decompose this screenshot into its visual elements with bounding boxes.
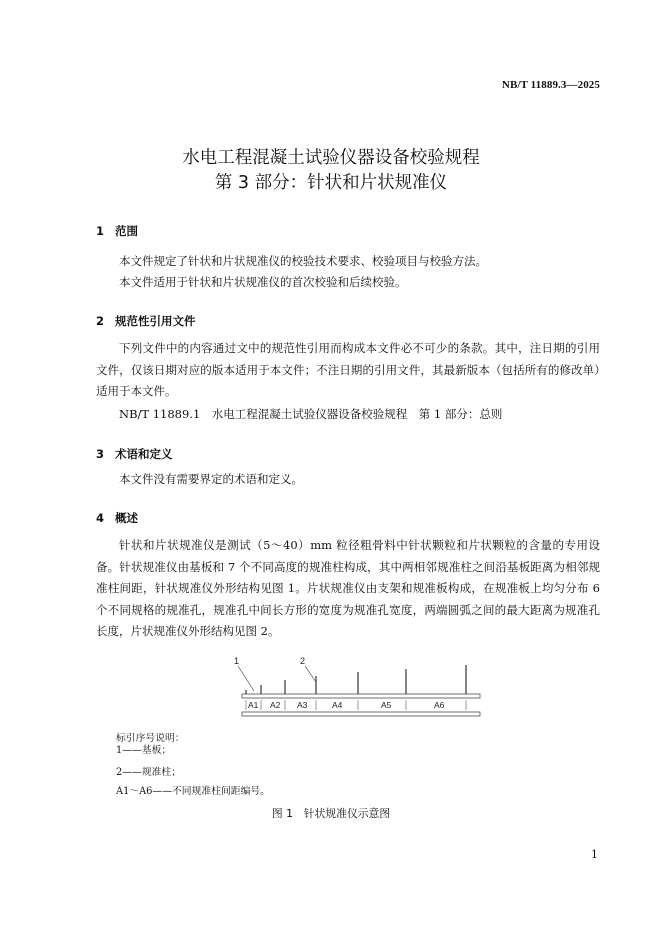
paragraph: 下列文件中的内容通过文中的规范性引用而构成本文件必不可少的条款。其中，注日期的引用文件，仅该日期对应的版本适用于本文件；不注日期的引用文件，其最新版本（包括所有的修改单）适用于本文件。 bbox=[96, 341, 600, 398]
spacing-label: A2 bbox=[270, 700, 281, 710]
figure-caption: 图 1 针状规准仪示意图 bbox=[271, 807, 391, 820]
section-3-heading bbox=[96, 446, 173, 462]
section-title: 术语和定义 bbox=[115, 447, 173, 461]
base-plate-side bbox=[242, 712, 480, 716]
spacing-label: A4 bbox=[332, 700, 343, 710]
gauge-posts bbox=[246, 665, 466, 698]
callout-leader bbox=[305, 666, 316, 682]
needle-gauge-diagram bbox=[228, 652, 490, 722]
paragraph: 本文件规定了针状和片状规准仪的校验技术要求、校验项目与校验方法。 bbox=[119, 254, 487, 268]
spacing-label: A5 bbox=[381, 700, 392, 710]
paragraph: 本文件没有需要界定的术语和定义。 bbox=[119, 472, 303, 486]
spacing-label: A1 bbox=[248, 700, 259, 710]
spacing-label: A3 bbox=[297, 700, 308, 710]
callout-label: 2 bbox=[300, 656, 306, 666]
figure-legend-item: A1～A6——不同规准柱间距编号。 bbox=[116, 786, 270, 797]
callout-label: 1 bbox=[234, 656, 240, 666]
document-title-line1: 水电工程混凝土试验仪器设备校验规程 bbox=[182, 148, 480, 168]
spacing-labels bbox=[248, 700, 445, 710]
figure-legend-title: 标引序号说明： bbox=[116, 733, 185, 744]
callout-leader bbox=[238, 666, 254, 691]
section-title: 范围 bbox=[115, 224, 138, 238]
section-number: 2 bbox=[96, 314, 105, 328]
base-plate bbox=[242, 694, 480, 698]
reference-entry: NB/T 11889.1 水电工程混凝土试验仪器设备校验规程 第 1 部分：总则 bbox=[119, 407, 503, 421]
paragraph: 本文件适用于针状和片状规准仪的首次校验和后续校验。 bbox=[119, 275, 407, 289]
section-number: 3 bbox=[96, 447, 105, 461]
section-number: 1 bbox=[96, 224, 105, 238]
section-title: 概述 bbox=[115, 511, 138, 525]
paragraph: 针状和片状规准仪是测试（5～40）mm 粒径粗骨料中针状颗粒和片状颗粒的含量的专用设备。针状规准仪由基板和 7 个不同高度的规准柱构成，其中两相邻规准柱之间沿基板距离为相邻规准柱间距，针状规准仪外形结构见图 1。片状规准仪由支架和规准板构成，在规准板上均匀分布 6 个不同规格的规准孔，规准孔中间长方形的宽度为规准孔宽度，两端圆弧之间的最大距离为规准孔长度，片状规准仪外形结构见图 2。 bbox=[96, 538, 600, 638]
section-number: 4 bbox=[96, 511, 105, 525]
page-number: 1 bbox=[591, 848, 598, 861]
section-title: 规范性引用文件 bbox=[115, 314, 196, 328]
section-4-heading bbox=[96, 510, 138, 526]
section-2-heading bbox=[96, 313, 196, 329]
standard-code: NB/T 11889.3—2025 bbox=[501, 79, 600, 91]
figure-legend-item: 2——规准柱； bbox=[116, 767, 182, 778]
section-1-heading bbox=[96, 223, 138, 239]
spacing-label: A6 bbox=[434, 700, 445, 710]
figure-legend-item: 1——基板； bbox=[116, 745, 172, 756]
document-title-line2: 第 3 部分：针状和片状规准仪 bbox=[214, 173, 448, 193]
